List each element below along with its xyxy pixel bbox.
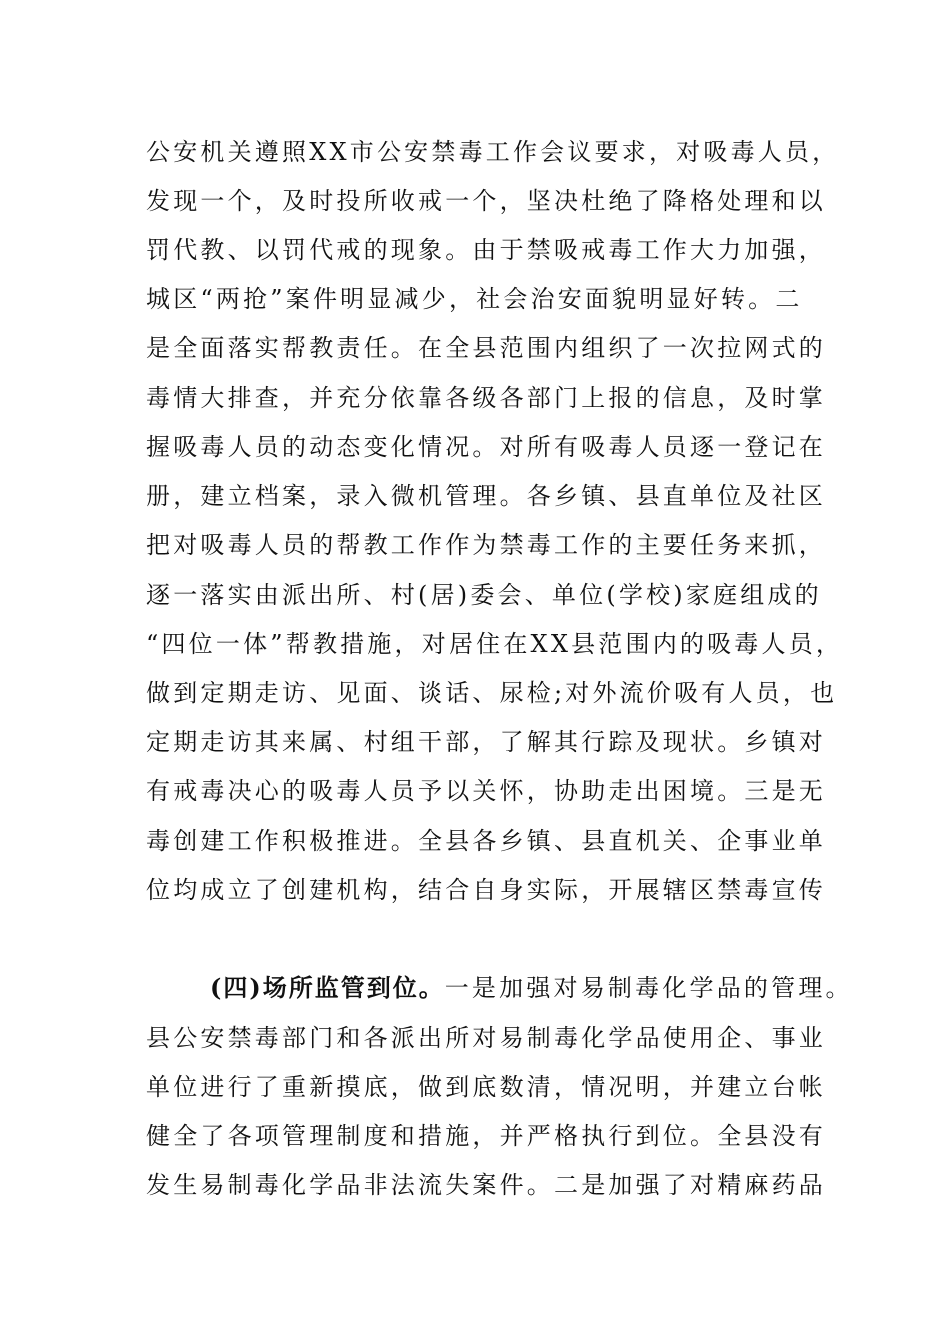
paragraph-line: 单位进行了重新摸底，做到底数清，情况明，并建立台帐 (146, 1073, 826, 1101)
paragraph-line: 发现一个，及时投所收戒一个，坚决杜绝了降格处理和以 (146, 187, 826, 215)
section-heading: (四)场所监管到位。 (210, 973, 445, 1002)
paragraph-line: 逐一落实由派出所、村(居)委会、单位(学校)家庭组成的 (146, 581, 822, 609)
paragraph-line: 县公安禁毒部门和各派出所对易制毒化学品使用企、事业 (146, 1024, 826, 1052)
paragraph-line: 把对吸毒人员的帮教工作作为禁毒工作的主要任务来抓， (146, 531, 826, 559)
paragraph-line: 城区“两抢”案件明显减少，社会治安面貌明显好转。二 (146, 285, 803, 313)
paragraph-line: 发生易制毒化学品非法流失案件。二是加强了对精麻药品 (146, 1171, 826, 1199)
paragraph-line: 是全面落实帮教责任。在全县范围内组织了一次拉网式的 (146, 334, 826, 362)
section-first-line-text: 一是加强对易制毒化学品的管理。 (444, 974, 853, 1002)
paragraph-line: 毒创建工作积极推进。全县各乡镇、县直机关、企事业单 (146, 827, 826, 855)
paragraph-line: 定期走访其来属、村组干部，了解其行踪及现状。乡镇对 (146, 728, 826, 756)
paragraph-line: 做到定期走访、见面、谈话、尿检;对外流价吸有人员，也 (146, 679, 838, 707)
paragraph-line: 毒情大排查，并充分依靠各级各部门上报的信息，及时掌 (146, 384, 826, 412)
section-first-line (210, 968, 900, 1008)
paragraph-line: 位均成立了创建机构，结合自身实际，开展辖区禁毒宣传 (146, 876, 826, 904)
paragraph-line: 握吸毒人员的动态变化情况。对所有吸毒人员逐一登记在 (146, 433, 826, 461)
paragraph-line: 有戒毒决心的吸毒人员予以关怀，协助走出困境。三是无 (146, 777, 826, 805)
paragraph-line: 公安机关遵照XX市公安禁毒工作会议要求，对吸毒人员， (146, 138, 840, 166)
paragraph-line: “四位一体”帮教措施，对居住在XX县范围内的吸毒人员， (146, 630, 844, 658)
paragraph-line: 册，建立档案，录入微机管理。各乡镇、县直单位及社区 (146, 482, 826, 510)
paragraph-line: 罚代教、以罚代戒的现象。由于禁吸戒毒工作大力加强， (146, 236, 826, 264)
paragraph-line: 健全了各项管理制度和措施，并严格执行到位。全县没有 (146, 1122, 826, 1150)
